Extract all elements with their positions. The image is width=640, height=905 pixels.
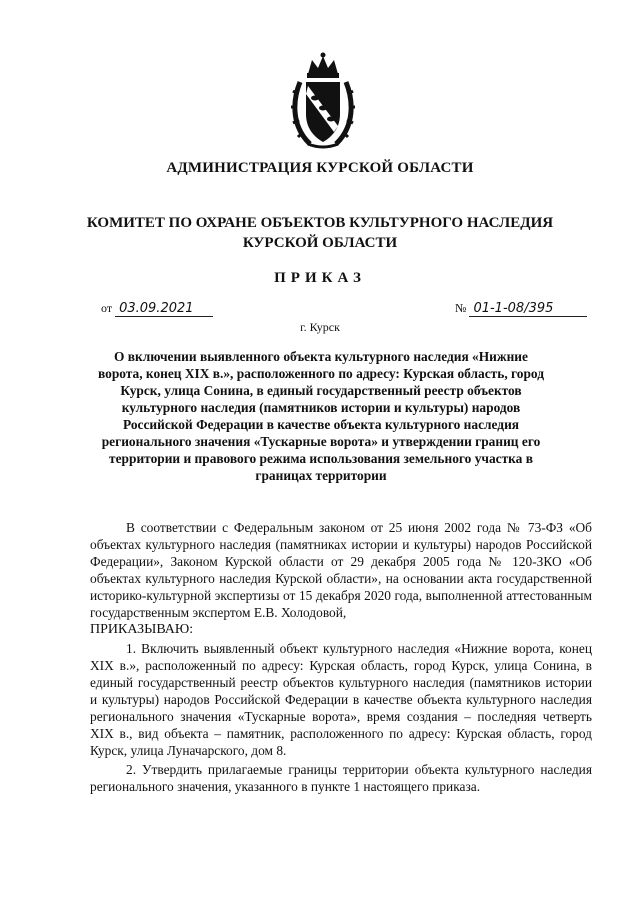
preamble-paragraph: В соответствии с Федеральным законом от 25 июня 2002 года № 73-ФЗ «Об объектах культурного наследия (памятниках истории и культуры) народов Российской Федерации», Законом Курской области от 29 декабря 2005 года № 120-ЗКО «Об объектах культурного наследия Курской области», на основании акта государственной историко-культурной экспертизы от 15 декабря 2020 года, выполненной аттестованным государственным экспертом Е.В. Холодовой,: [90, 520, 592, 620]
directive-text: ПРИКАЗЫВАЮ:: [90, 622, 194, 637]
order-date-prefix: от: [101, 301, 113, 315]
committee-title: [0, 213, 640, 253]
committee-title-line1: КОМИТЕТ ПО ОХРАНЕ ОБЪЕКТОВ КУЛЬТУРНОГО НАСЛЕДИЯ: [86, 215, 554, 231]
order-item-2: 2. Утвердить прилагаемые границы территории объекта культурного наследия регионального значения, указанного в пункте 1 настоящего приказа.: [90, 762, 592, 794]
order-subject: О включении выявленного объекта культурного наследия «Нижние ворота, конец XIX в.», расположенного по адресу: Курская область, город Курск, улица Сонина, в единый государственный реестр объектов культурного наследия (памятников истории и культуры) народов Российской Федерации в качестве объекта культурного наследия регионального значения «Тускарные ворота» и утверждении границ его территории и правового режима использования земельного участка в границах территории: [97, 349, 544, 483]
order-number: [455, 301, 587, 317]
order-date: [101, 301, 213, 317]
order-city: г. Курск: [300, 320, 340, 334]
kursk-coat-of-arms-icon: [288, 52, 358, 152]
order-body: [90, 519, 592, 797]
order-number-value: 01-1-08/395: [469, 301, 587, 317]
order-item-1: 1. Включить выявленный объект культурного наследия «Нижние ворота, конец XIX в.», расположенный по адресу: Курская область, город Курск, улица Сонина, в единый государственный реестр объектов культурного наследия (памятников истории и культуры) народов Российской Федерации в качестве объекта культурного наследия регионального значения «Тускарные ворота», время создания – последняя четверть XIX в., вид объекта – памятник, расположенного по адресу: Курская область, город Курск, улица Луначарского, дом 8.: [90, 641, 592, 758]
document-type: ПРИКАЗ: [274, 270, 366, 286]
order-number-prefix: №: [455, 301, 467, 315]
order-date-value: 03.09.2021: [115, 301, 213, 317]
organization-title: АДМИНИСТРАЦИЯ КУРСКОЙ ОБЛАСТИ: [166, 160, 474, 176]
committee-title-line2: КУРСКОЙ ОБЛАСТИ: [242, 235, 398, 251]
